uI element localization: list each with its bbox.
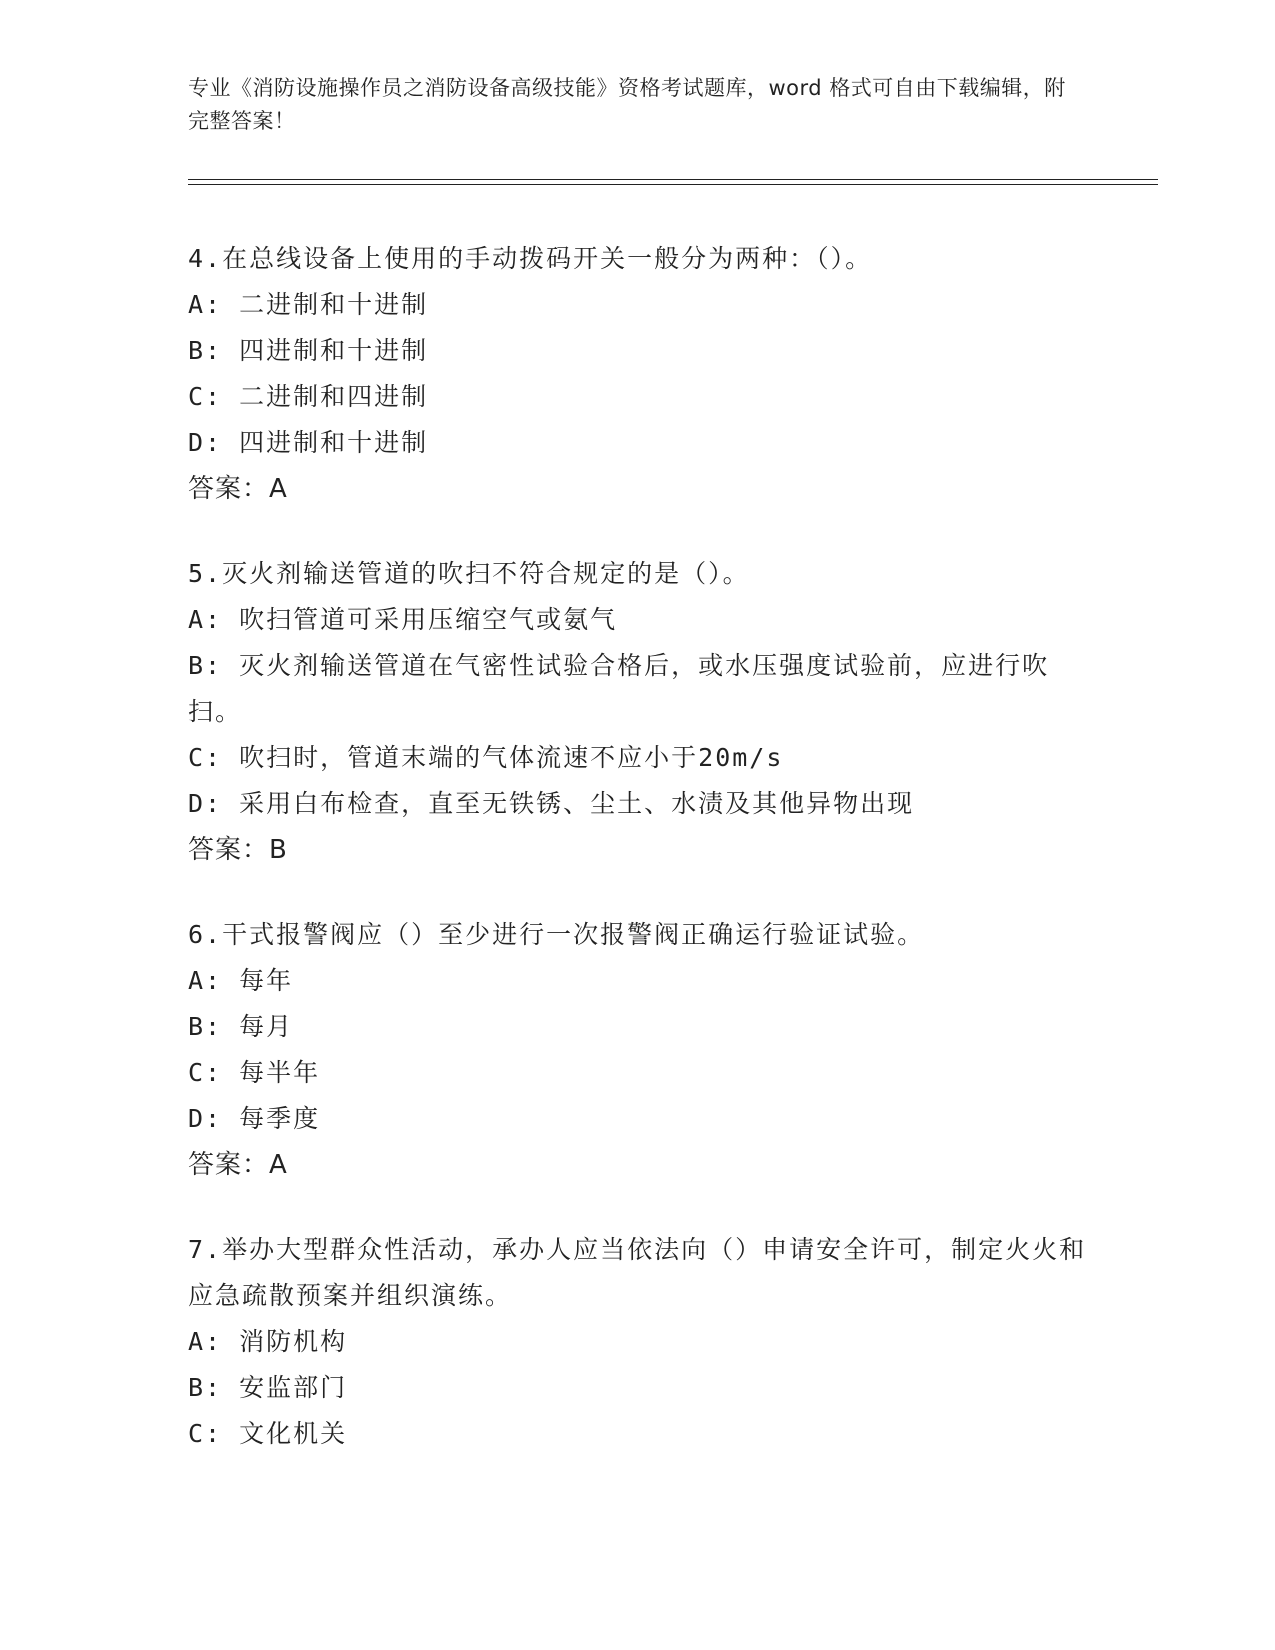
question-stem: 7.举办大型群众性活动，承办人应当依法向（）申请安全许可，制定火火和应急疏散预案并组织演练。 xyxy=(188,1235,1087,1310)
option-c: C: 文化机关 xyxy=(188,1419,348,1448)
answer-label: 答案：A xyxy=(188,1150,288,1180)
header-divider-top xyxy=(188,179,1158,180)
option-d: D: 采用白布检查，直至无铁锈、尘土、水渍及其他异物出现 xyxy=(188,789,915,818)
header-divider-bottom xyxy=(188,184,1158,185)
option-a: A: 每年 xyxy=(188,966,294,995)
option-d: D: 每季度 xyxy=(188,1104,321,1133)
question-6 xyxy=(188,912,1088,1188)
option-c: C: 每半年 xyxy=(188,1058,321,1087)
option-a: A: 二进制和十进制 xyxy=(188,290,429,319)
answer-label: 答案：A xyxy=(188,474,288,504)
option-c: C: 二进制和四进制 xyxy=(188,382,429,411)
answer-label: 答案：B xyxy=(188,835,288,865)
option-b: B: 四进制和十进制 xyxy=(188,336,429,365)
option-a: A: 消防机构 xyxy=(188,1327,348,1356)
question-7 xyxy=(188,1227,1088,1457)
question-stem: 4.在总线设备上使用的手动拨码开关一般分为两种：（）。 xyxy=(188,244,873,273)
option-b: B: 每月 xyxy=(188,1012,294,1041)
question-stem: 6.干式报警阀应（）至少进行一次报警阀正确运行验证试验。 xyxy=(188,920,925,949)
option-c: C: 吹扫时，管道末端的气体流速不应小于20m/s xyxy=(188,743,784,772)
question-4 xyxy=(188,236,1088,512)
option-b: B: 灭火剂输送管道在气密性试验合格后，或水压强度试验前，应进行吹扫。 xyxy=(188,651,1050,726)
option-b: B: 安监部门 xyxy=(188,1373,348,1402)
question-stem: 5.灭火剂输送管道的吹扫不符合规定的是（）。 xyxy=(188,559,750,588)
option-d: D: 四进制和十进制 xyxy=(188,428,429,457)
question-list xyxy=(188,236,1088,1496)
option-a: A: 吹扫管道可采用压缩空气或氨气 xyxy=(188,605,618,634)
document-header: 专业《消防设施操作员之消防设备高级技能》资格考试题库，word 格式可自由下载编辑，附完整答案！ xyxy=(188,76,1066,133)
question-5 xyxy=(188,551,1088,873)
